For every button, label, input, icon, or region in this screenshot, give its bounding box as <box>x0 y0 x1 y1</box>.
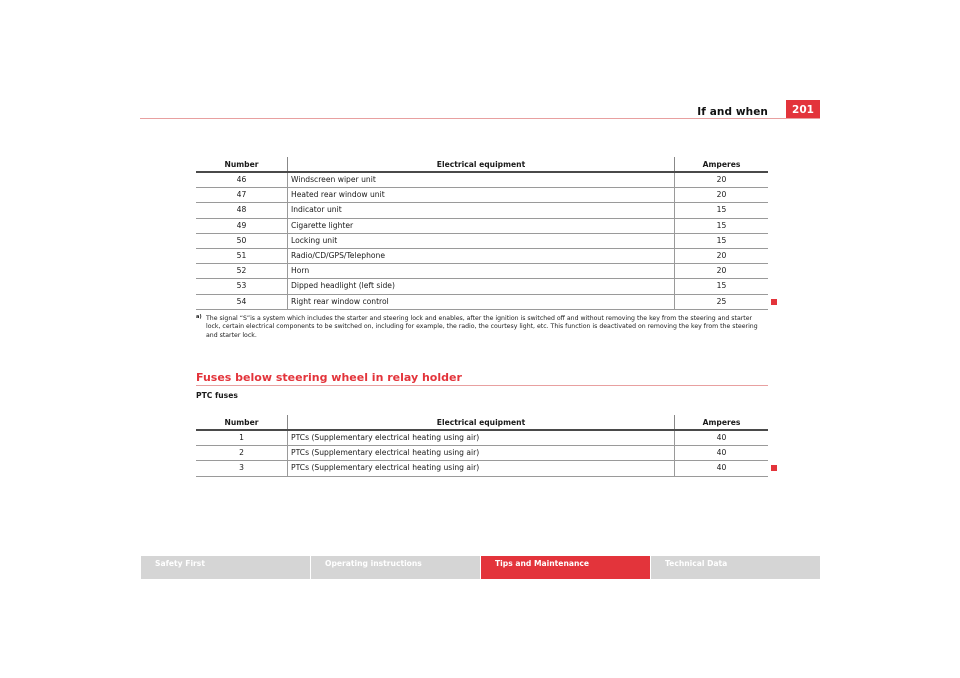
cell-amperes: 15 <box>675 218 769 233</box>
cell-amperes: 40 <box>675 461 769 476</box>
header-divider <box>140 118 820 119</box>
footnote-text: The signal “S”is a system which includes the starter and steering lock and enables, after the ignition is switched off and without removing the key from the steering and starter lock, certain electrical components to be switched on, including for example, the radio, the courtesy light, etc. This function is deactivated on removing the key from the steering and starter lock. <box>206 315 758 339</box>
column-header-equipment: Electrical equipment <box>288 157 675 172</box>
section-title: Fuses below steering wheel in relay holder <box>196 371 462 384</box>
cell-number: 49 <box>196 218 288 233</box>
cell-equipment: Indicator unit <box>288 203 675 218</box>
footer-tab-technical-data[interactable]: Technical Data <box>651 556 820 579</box>
section-divider <box>196 385 768 386</box>
table-row <box>196 218 768 233</box>
table-row <box>196 461 768 476</box>
cell-number: 47 <box>196 188 288 203</box>
cell-number: 51 <box>196 248 288 263</box>
cell-number: 46 <box>196 172 288 188</box>
cell-number: 1 <box>196 430 288 446</box>
footer-tab-operating-instructions[interactable]: Operating instructions <box>311 556 480 579</box>
column-header-number: Number <box>196 415 288 430</box>
table-row <box>196 233 768 248</box>
cell-equipment: Cigarette lighter <box>288 218 675 233</box>
column-header-number: Number <box>196 157 288 172</box>
cell-equipment: Locking unit <box>288 233 675 248</box>
cell-amperes: 15 <box>675 203 769 218</box>
cell-number: 54 <box>196 294 288 309</box>
cell-equipment: Windscreen wiper unit <box>288 172 675 188</box>
cell-number: 48 <box>196 203 288 218</box>
cell-equipment: Dipped headlight (left side) <box>288 279 675 294</box>
table-row <box>196 188 768 203</box>
footer-tab-safety-first[interactable]: Safety First <box>141 556 310 579</box>
cell-amperes: 40 <box>675 430 769 446</box>
cell-equipment: PTCs (Supplementary electrical heating using air) <box>288 446 675 461</box>
cell-equipment: Right rear window control <box>288 294 675 309</box>
cell-amperes: 15 <box>675 233 769 248</box>
table-row <box>196 294 768 309</box>
footnote-mark: a) <box>196 314 202 320</box>
cell-amperes: 20 <box>675 248 769 263</box>
cell-amperes: 20 <box>675 172 769 188</box>
cell-equipment: Radio/CD/GPS/Telephone <box>288 248 675 263</box>
section-end-marker <box>771 465 777 471</box>
table-row <box>196 430 768 446</box>
fuse-table-ptc <box>196 415 768 477</box>
page-header-title: If and when <box>697 106 768 118</box>
cell-number: 3 <box>196 461 288 476</box>
cell-amperes: 25 <box>675 294 769 309</box>
table-row <box>196 172 768 188</box>
cell-number: 53 <box>196 279 288 294</box>
page-number: 201 <box>786 100 820 119</box>
cell-number: 52 <box>196 264 288 279</box>
footnote <box>196 315 768 340</box>
cell-amperes: 20 <box>675 188 769 203</box>
cell-equipment: PTCs (Supplementary electrical heating using air) <box>288 430 675 446</box>
cell-amperes: 15 <box>675 279 769 294</box>
column-header-equipment: Electrical equipment <box>288 415 675 430</box>
table-row <box>196 203 768 218</box>
table-row <box>196 279 768 294</box>
cell-equipment: Heated rear window unit <box>288 188 675 203</box>
cell-equipment: Horn <box>288 264 675 279</box>
fuse-table-main <box>196 157 768 310</box>
column-header-amperes: Amperes <box>675 415 769 430</box>
cell-equipment: PTCs (Supplementary electrical heating using air) <box>288 461 675 476</box>
table-row <box>196 446 768 461</box>
footer-tab-tips-and-maintenance[interactable]: Tips and Maintenance <box>481 556 650 579</box>
table-row <box>196 264 768 279</box>
section-end-marker <box>771 299 777 305</box>
column-header-amperes: Amperes <box>675 157 769 172</box>
cell-amperes: 20 <box>675 264 769 279</box>
cell-amperes: 40 <box>675 446 769 461</box>
table-row <box>196 248 768 263</box>
cell-number: 50 <box>196 233 288 248</box>
cell-number: 2 <box>196 446 288 461</box>
section-subtitle: PTC fuses <box>196 391 238 400</box>
